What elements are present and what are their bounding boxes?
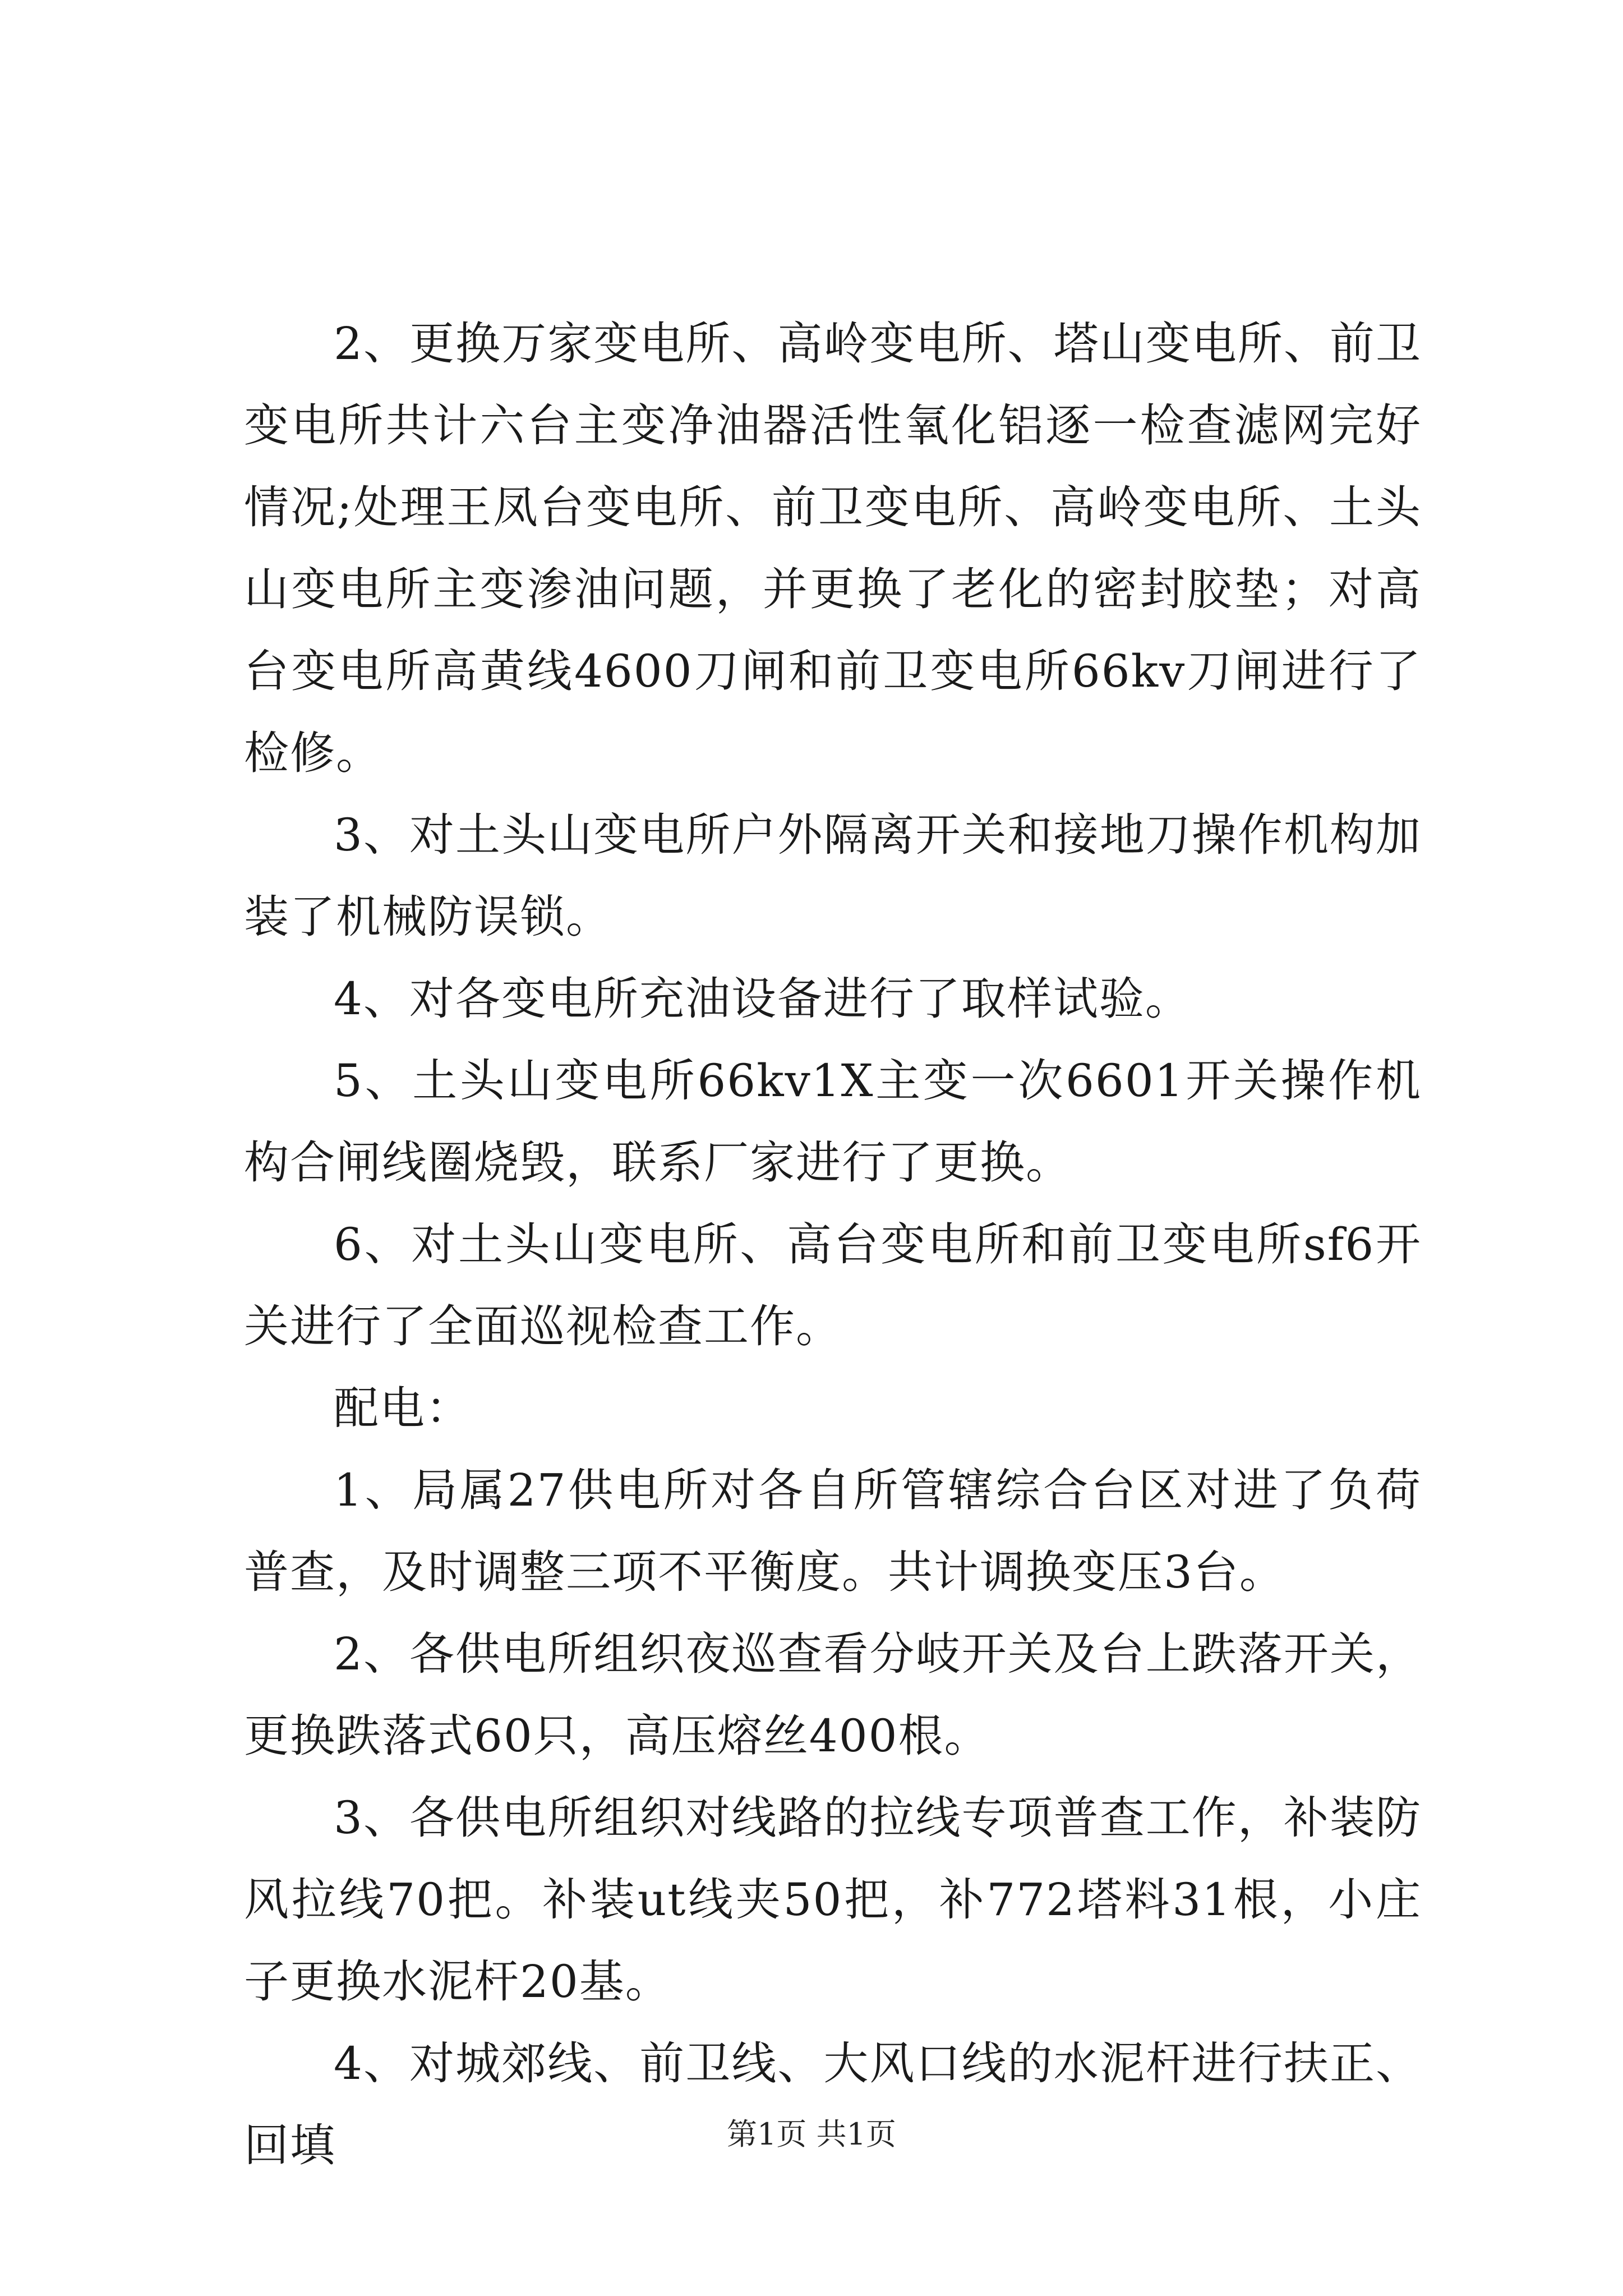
paragraph-coil-replacement: 5、土头山变电所66kv1X主变一次6601开关操作机构合闸线圈烧毁，联系厂家进行了更换。 (244, 1055, 1422, 1189)
page-footer: 第1页 共1页 (727, 2116, 896, 2152)
paragraph-pole-straightening: 4、对城郊线、前卫线、大风口线的水泥杆进行扶正、回填 (244, 2037, 1422, 2171)
paragraph-night-patrol: 2、各供电所组织夜巡查看分岐开关及台上跌落开关，更换跌落式60只，高压熔丝400根。 (244, 1628, 1422, 1762)
section-heading-distribution: 配电： (334, 1382, 472, 1434)
paragraph-guy-wire-survey: 3、各供电所组织对线路的拉线专项普查工作，补装防风拉线70把。补装ut线夹50把，补772塔料31根，小庄子更换水泥杆20基。 (244, 1792, 1422, 2008)
paragraph-load-survey: 1、局属27供电所对各自所管辖综合台区对进了负荷普查，及时调整三项不平衡度。共计调换变压3台。 (244, 1464, 1422, 1598)
document-body (244, 303, 1422, 2187)
paragraph-oil-sampling: 4、对各变电所充油设备进行了取样试验。 (334, 973, 1191, 1025)
paragraph-substation-maintenance: 2、更换万家变电所、高岭变电所、塔山变电所、前卫变电所共计六台主变净油器活性氧化铝逐一检查滤网完好情况;处理王凤台变电所、前卫变电所、高岭变电所、土头山变电所主变渗油问题，并更换了老化的密封胶垫；对高台变电所高黄线4600刀闸和前卫变电所66kv刀闸进行了检修。 (244, 318, 1422, 779)
paragraph-anti-misoperation-lock: 3、对土头山变电所户外隔离开关和接地刀操作机构加装了机械防误锁。 (244, 809, 1422, 943)
paragraph-sf6-inspection: 6、对土头山变电所、高台变电所和前卫变电所sf6开关进行了全面巡视检查工作。 (244, 1218, 1422, 1352)
